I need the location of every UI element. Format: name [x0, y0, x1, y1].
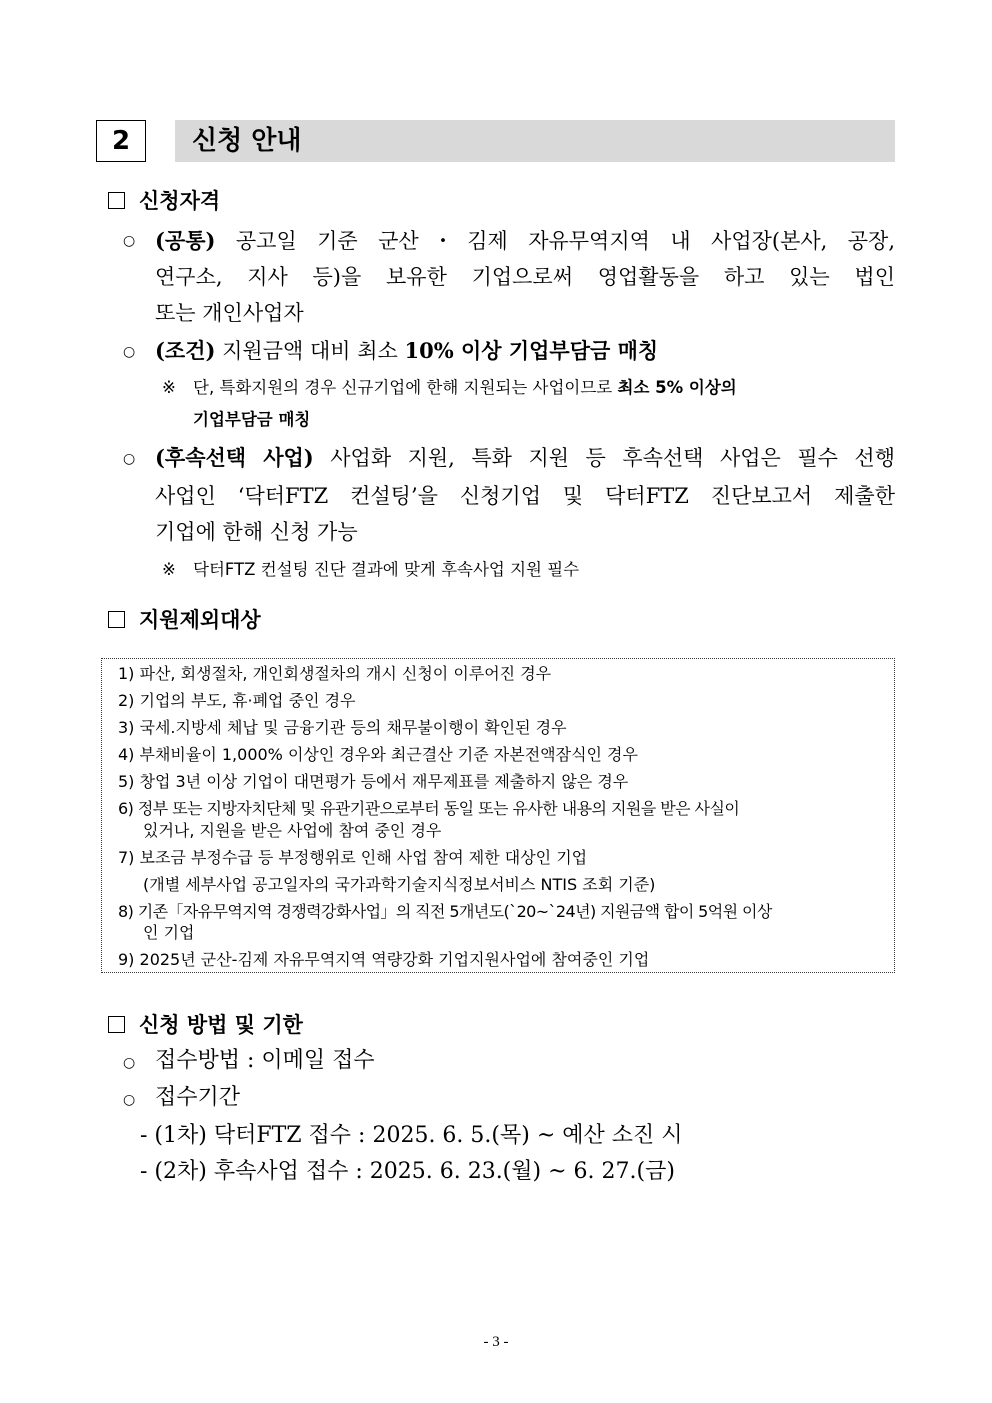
condition-note-line-2: 기업부담금 매칭	[193, 410, 311, 429]
bullet-circle-icon: ○	[123, 233, 136, 249]
method-heading	[108, 1011, 303, 1039]
bullet-circle-icon: ○	[123, 344, 136, 360]
checkbox-square-icon	[108, 611, 125, 628]
followup-line-3: 기업에 한해 신청 가능	[155, 520, 358, 544]
followup-line-2: 사업인 ‘닥터FTZ 컨설팅’을 신청기업 및 닥터FTZ 진단보고서 제출한	[155, 484, 895, 508]
condition-note-mark: ※	[162, 378, 176, 397]
condition-text: 지원금액 대비 최소	[222, 339, 398, 363]
condition-note-text: 단, 특화지원의 경우 신규기업에 한해 지원되는 사업이므로	[193, 378, 613, 397]
condition-line	[155, 337, 658, 365]
exclusion-item-continued: 있거나, 지원을 받은 사업에 참여 중인 경우	[143, 821, 442, 840]
checkbox-square-icon	[108, 192, 125, 209]
exclusion-item-continued: 인 기업	[143, 923, 195, 942]
followup-note: 닥터FTZ 컨설팅 진단 결과에 맞게 후속사업 지원 필수	[193, 560, 580, 579]
exclusion-item: 9) 2025년 군산-김제 자유무역지역 역량강화 기업지원사업에 참여중인 기업	[118, 950, 650, 969]
followup-text-1: 사업화 지원, 특화 지원 등 후속선택 사업은 필수 선행	[330, 446, 895, 470]
reception-round-1: - (1차) 닥터FTZ 접수 : 2025. 6. 5.(목) ~ 예산 소진 시	[140, 1123, 683, 1148]
common-line-3: 또는 개인사업자	[155, 301, 304, 325]
checkbox-square-icon	[108, 1016, 125, 1033]
common-text-1: 공고일 기준 군산・김제 자유무역지역 내 사업장(본사, 공장,	[235, 229, 895, 253]
condition-note-line-1	[193, 376, 737, 400]
exclusion-item-continued: (개별 세부사업 공고일자의 국가과학기술지식정보서비스 NTIS 조회 기준)	[143, 875, 656, 894]
condition-note-bold-1: 최소 5% 이상의	[617, 378, 737, 397]
method-heading-text: 신청 방법 및 기한	[139, 1012, 303, 1037]
condition-label: (조건)	[155, 338, 216, 363]
exclusion-heading	[108, 606, 261, 634]
eligibility-heading	[108, 187, 220, 215]
common-line-1	[155, 227, 895, 255]
eligibility-heading-text: 신청자격	[139, 188, 221, 213]
exclusion-item: 4) 부채비율이 1,000% 이상인 경우와 최근결산 기준 자본전액잠식인 경우	[118, 745, 638, 764]
exclusion-item: 3) 국세.지방세 체납 및 금융기관 등의 채무불이행이 확인된 경우	[118, 718, 567, 737]
bullet-circle-icon: ○	[123, 451, 136, 467]
followup-line-1	[155, 444, 895, 472]
reception-period-label: 접수기간	[155, 1085, 241, 1110]
common-label: (공통)	[155, 228, 216, 253]
followup-note-mark: ※	[162, 560, 176, 579]
exclusion-item: 8) 기존「자유무역지역 경쟁력강화사업」의 직전 5개년도(`20~`24년) 지원금액 합이 5억원 이상	[118, 902, 772, 921]
exclusion-heading-text: 지원제외대상	[139, 607, 261, 632]
reception-round-2: - (2차) 후속사업 접수 : 2025. 6. 23.(월) ~ 6. 27.(금)	[140, 1159, 675, 1184]
exclusion-item: 6) 정부 또는 지방자치단체 및 유관기관으로부터 동일 또는 유사한 내용의 지원을 받은 사실이	[118, 799, 740, 818]
exclusion-item: 2) 기업의 부도, 휴·폐업 중인 경우	[118, 691, 356, 710]
page-number: - 3 -	[483, 1334, 509, 1350]
reception-method: 접수방법 : 이메일 접수	[155, 1048, 375, 1073]
exclusion-item: 7) 보조금 부정수급 등 부정행위로 인해 사업 참여 제한 대상인 기업	[118, 848, 588, 867]
condition-bold: 10% 이상 기업부담금 매칭	[404, 338, 659, 363]
exclusion-item: 5) 창업 3년 이상 기업이 대면평가 등에서 재무제표를 제출하지 않은 경우	[118, 772, 629, 791]
bullet-circle-icon: ○	[123, 1055, 136, 1071]
followup-label: (후속선택 사업)	[155, 445, 314, 470]
common-line-2: 연구소, 지사 등)을 보유한 기업으로써 영업활동을 하고 있는 법인	[155, 265, 895, 289]
bullet-circle-icon: ○	[123, 1092, 136, 1108]
section-title: 신청 안내	[192, 126, 302, 156]
section-number: 2	[96, 120, 146, 162]
exclusion-item: 1) 파산, 회생절차, 개인회생절차의 개시 신청이 이루어진 경우	[118, 664, 552, 683]
